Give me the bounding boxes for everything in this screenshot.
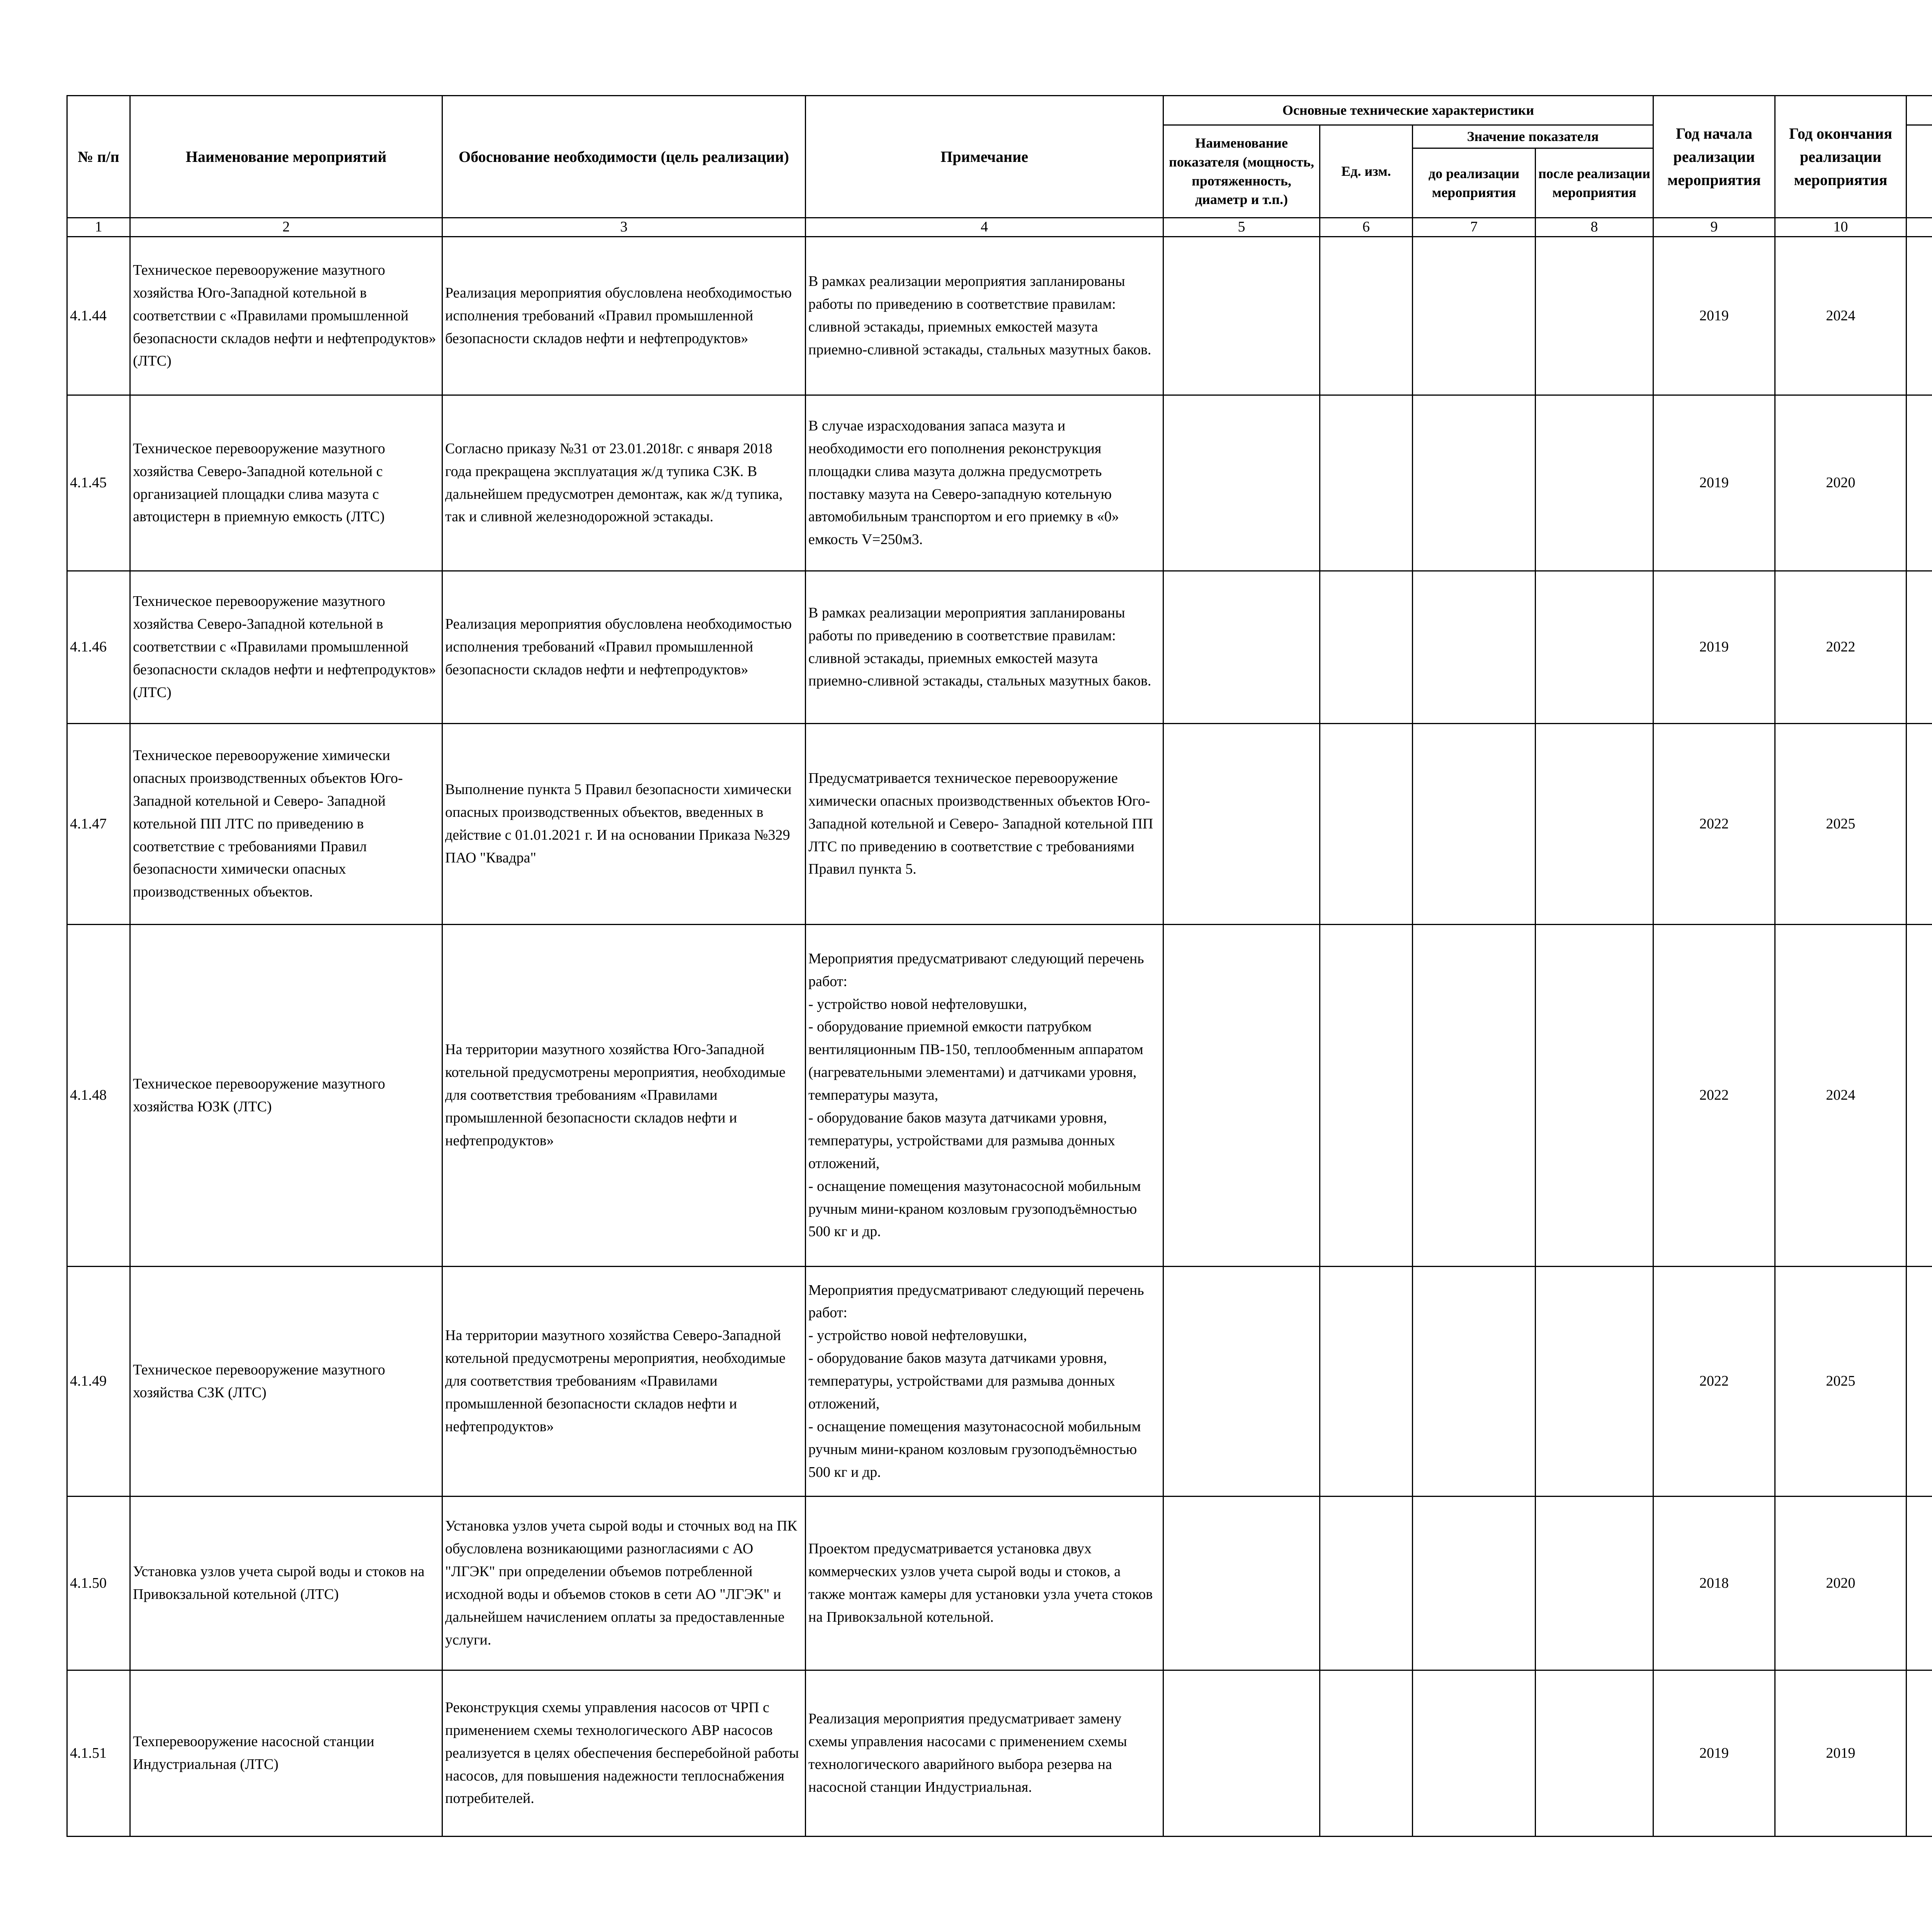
table-row	[67, 924, 1932, 1266]
tech-unit	[1320, 1496, 1413, 1670]
header-tech-group: Основные технические характеристики	[1163, 96, 1653, 125]
cost-total	[1906, 1266, 1932, 1496]
year-end: 2020	[1775, 395, 1906, 571]
row-number: 4.1.45	[67, 395, 130, 571]
header-justification: Обоснование необходимости (цель реализации)	[442, 96, 806, 218]
tech-after	[1536, 236, 1653, 395]
tech-indicator	[1163, 395, 1320, 571]
measure-name: Техническое перевооружение мазутного хозяйства ЮЗК (ЛТС)	[130, 924, 442, 1266]
column-number: 7	[1413, 218, 1536, 237]
header-year-start: Год начала реализации мероприятия	[1653, 96, 1775, 218]
row-number: 4.1.51	[67, 1670, 130, 1836]
note: Мероприятия предусматривают следующий перечень работ: - устройство новой нефтеловушки, - оборудование баков мазута датчиками уровня, температуры, устройствами для размыва донных отложений, - оснащение помещения мазутонасосной мобильным ручным мини-краном козловым грузоподъёмностью 500 кг и др.	[806, 1266, 1163, 1496]
year-end: 2019	[1775, 1670, 1906, 1836]
justification: Реализация мероприятия обусловлена необходимостью исполнения требований «Правил промышленной безопасности складов нефти и нефтепродуктов»	[442, 236, 806, 395]
year-start: 2019	[1653, 236, 1775, 395]
header-tech-unit: Ед. изм.	[1320, 125, 1413, 218]
header-year-end: Год окончания реализации мероприятия	[1775, 96, 1906, 218]
year-end: 2025	[1775, 723, 1906, 924]
measures-table	[66, 95, 1932, 1837]
note: Проектом предусматривается установка двух коммерческих узлов учета сырой воды и стоков, а также монтаж камеры для установки узла учета стоков на Привокзальной котельной.	[806, 1496, 1163, 1670]
row-number: 4.1.50	[67, 1496, 130, 1670]
cost-total	[1906, 924, 1932, 1266]
cost-total	[1906, 571, 1932, 723]
tech-unit	[1320, 395, 1413, 571]
column-number: 1	[67, 218, 130, 237]
note: Реализация мероприятия предусматривает замену схемы управления насосами с применением схемы технологического аварийного выбора резерва на насосной станции Индустриальная.	[806, 1670, 1163, 1836]
justification: Реализация мероприятия обусловлена необходимостью исполнения требований «Правил промышленной безопасности складов нефти и нефтепродуктов»	[442, 571, 806, 723]
tech-after	[1536, 723, 1653, 924]
table-row	[67, 571, 1932, 723]
tech-before	[1413, 236, 1536, 395]
table-row	[67, 236, 1932, 395]
year-start: 2019	[1653, 1670, 1775, 1836]
column-number: 4	[806, 218, 1163, 237]
tech-before	[1413, 723, 1536, 924]
year-start: 2022	[1653, 924, 1775, 1266]
year-end: 2024	[1775, 924, 1906, 1266]
tech-after	[1536, 395, 1653, 571]
column-number-row	[67, 218, 1932, 237]
justification: На территории мазутного хозяйства Юго-Западной котельной предусмотрены мероприятия, необходимые для соответствия требованиям «Правилами промышленной безопасности складов нефти и нефтепродуктов»	[442, 924, 806, 1266]
cost-total	[1906, 723, 1932, 924]
tech-before	[1413, 571, 1536, 723]
tech-after	[1536, 1266, 1653, 1496]
tech-unit	[1320, 924, 1413, 1266]
justification: Реконструкция схемы управления насосов от ЧРП с применением схемы технологического АВР насосов реализуется в целях обеспечения бесперебойной работы насосов, для повышения надежности теплоснабжения потребителей.	[442, 1670, 806, 1836]
cost-total	[1906, 236, 1932, 395]
header-tech-value: Значение показателя	[1413, 125, 1653, 148]
column-number: 6	[1320, 218, 1413, 237]
column-number: 2	[130, 218, 442, 237]
tech-indicator	[1163, 723, 1320, 924]
header-tech-indicator: Наименование показателя (мощность, протяженность, диаметр и т.п.)	[1163, 125, 1320, 218]
column-number: 9	[1653, 218, 1775, 237]
tech-before	[1413, 395, 1536, 571]
year-start: 2018	[1653, 1496, 1775, 1670]
column-number: 5	[1163, 218, 1320, 237]
tech-before	[1413, 1496, 1536, 1670]
header-costs-group	[1906, 96, 1932, 125]
year-start: 2019	[1653, 571, 1775, 723]
tech-unit	[1320, 723, 1413, 924]
tech-after	[1536, 571, 1653, 723]
note: Предусматривается техническое перевооружение химически опасных производственных объектов Юго-Западной котельной и Северо- Западной котельной ПП ЛТС по приведению в соответствие с требованиями Правил пункта 5.	[806, 723, 1163, 924]
row-number: 4.1.47	[67, 723, 130, 924]
tech-unit	[1320, 1670, 1413, 1836]
justification: На территории мазутного хозяйства Северо-Западной котельной предусмотрены мероприятия, необходимые для соответствия требованиям «Правилами промышленной безопасности складов нефти и нефтепродуктов»	[442, 1266, 806, 1496]
cost-total	[1906, 395, 1932, 571]
row-number: 4.1.49	[67, 1266, 130, 1496]
tech-unit	[1320, 571, 1413, 723]
measure-name: Техническое перевооружение мазутного хозяйства Юго-Западной котельной в соответствии с «Правилами промышленной безопасности складов нефти и нефтепродуктов» (ЛТС)	[130, 236, 442, 395]
row-number: 4.1.44	[67, 236, 130, 395]
tech-indicator	[1163, 1670, 1320, 1836]
tech-indicator	[1163, 924, 1320, 1266]
year-end: 2022	[1775, 571, 1906, 723]
note: В случае израсходования запаса мазута и необходимости его пополнения реконструкция площадки слива мазута должна предусмотреть поставку мазута на Северо-западную котельную автомобильным транспортом и его приемку в «0» емкость V=250м3.	[806, 395, 1163, 571]
tech-before	[1413, 1670, 1536, 1836]
column-number: 3	[442, 218, 806, 237]
tech-unit	[1320, 1266, 1413, 1496]
tech-before	[1413, 1266, 1536, 1496]
note: Мероприятия предусматривают следующий перечень работ: - устройство новой нефтеловушки, - оборудование приемной емкости патрубком вентиляционным ПВ-150, теплообменным аппаратом (нагревательными элементами) и датчиками уровня, температуры мазута, - оборудование баков мазута датчиками уровня, температуры, устройствами для размыва донных отложений, - оснащение помещения мазутонасосной мобильным ручным мини-краном козловым грузоподъёмностью 500 кг и др.	[806, 924, 1163, 1266]
tech-after	[1536, 1496, 1653, 1670]
note: В рамках реализации мероприятия запланированы работы по приведению в соответствие правилам: сливной эстакады, приемных емкостей мазута приемно-сливной эстакады, стальных мазутных баков.	[806, 571, 1163, 723]
tech-after	[1536, 1670, 1653, 1836]
header-total	[1906, 125, 1932, 218]
table-row	[67, 1496, 1932, 1670]
cost-total	[1906, 1670, 1932, 1836]
year-start: 2022	[1653, 1266, 1775, 1496]
year-end: 2020	[1775, 1496, 1906, 1670]
tech-indicator	[1163, 236, 1320, 395]
note: В рамках реализации мероприятия запланированы работы по приведению в соответствие правилам: сливной эстакады, приемных емкостей мазута приемно-сливной эстакады, стальных мазутных баков.	[806, 236, 1163, 395]
measure-name: Техперевооружение насосной станции Индустриальная (ЛТС)	[130, 1670, 442, 1836]
measure-name: Техническое перевооружение мазутного хозяйства Северо-Западной котельной с организацией площадки слива мазута с автоцистерн в приемную емкость (ЛТС)	[130, 395, 442, 571]
column-number	[1906, 218, 1932, 237]
measure-name: Техническое перевооружение мазутного хозяйства Северо-Западной котельной в соответствии с «Правилами промышленной безопасности складов нефти и нефтепродуктов» (ЛТС)	[130, 571, 442, 723]
row-number: 4.1.48	[67, 924, 130, 1266]
measure-name: Техническое перевооружение химически опасных производственных объектов Юго-Западной котельной и Северо- Западной котельной ПП ЛТС по приведению в соответствие с требованиями Правил безопасности химически опасных производственных объектов.	[130, 723, 442, 924]
table-row	[67, 723, 1932, 924]
column-number: 10	[1775, 218, 1906, 237]
header-np: № п/п	[67, 96, 130, 218]
header-tech-after: после реализации мероприятия	[1536, 148, 1653, 218]
tech-indicator	[1163, 571, 1320, 723]
year-end: 2024	[1775, 236, 1906, 395]
measure-name: Техническое перевооружение мазутного хозяйства СЗК (ЛТС)	[130, 1266, 442, 1496]
table-row	[67, 1266, 1932, 1496]
tech-unit	[1320, 236, 1413, 395]
header-tech-before: до реализации мероприятия	[1413, 148, 1536, 218]
table-row	[67, 395, 1932, 571]
justification: Установка узлов учета сырой воды и сточных вод на ПК обусловлена возникающими разногласиями с АО "ЛГЭК" при определении объемов потребленной исходной воды и объемов стоков в сети АО "ЛГЭК" и дальнейшем начислением оплаты за предоставленные услуги.	[442, 1496, 806, 1670]
year-start: 2019	[1653, 395, 1775, 571]
tech-after	[1536, 924, 1653, 1266]
table-row	[67, 1670, 1932, 1836]
header-note: Примечание	[806, 96, 1163, 218]
column-number: 8	[1536, 218, 1653, 237]
cost-total	[1906, 1496, 1932, 1670]
row-number: 4.1.46	[67, 571, 130, 723]
tech-before	[1413, 924, 1536, 1266]
header-name: Наименование мероприятий	[130, 96, 442, 218]
table-header	[67, 96, 1932, 237]
tech-indicator	[1163, 1266, 1320, 1496]
year-start: 2022	[1653, 723, 1775, 924]
justification: Выполнение пункта 5 Правил безопасности химически опасных производственных объектов, введенных в действие с 01.01.2021 г. И на основании Приказа №329 ПАО "Квадра"	[442, 723, 806, 924]
justification: Согласно приказу №31 от 23.01.2018г. с января 2018 года прекращена эксплуатация ж/д тупика СЗК. В дальнейшем предусмотрен демонтаж, как ж/д тупика, так и сливной железнодорожной эстакады.	[442, 395, 806, 571]
measure-name: Установка узлов учета сырой воды и стоков на Привокзальной котельной (ЛТС)	[130, 1496, 442, 1670]
table-body	[67, 236, 1932, 1836]
tech-indicator	[1163, 1496, 1320, 1670]
year-end: 2025	[1775, 1266, 1906, 1496]
